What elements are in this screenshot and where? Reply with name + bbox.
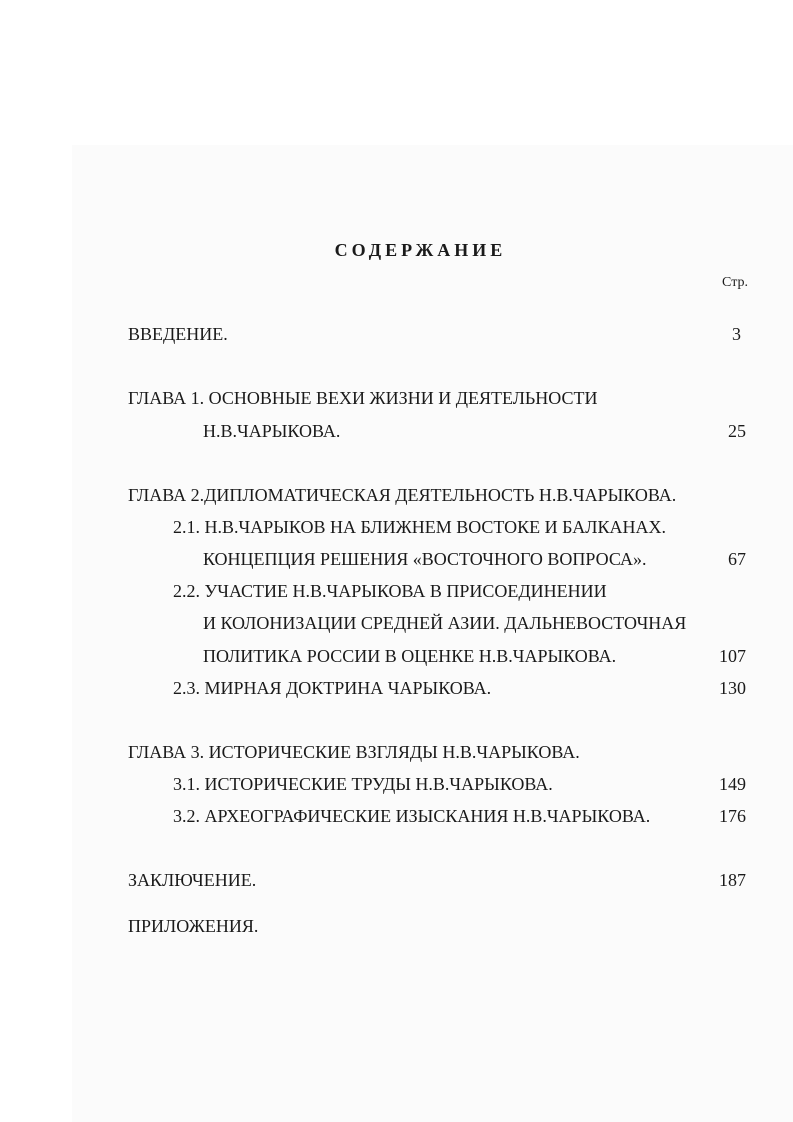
toc-page-section-2-3: 130 xyxy=(719,678,746,698)
toc-entry-section-2-3: 2.3. МИРНАЯ ДОКТРИНА ЧАРЫКОВА. xyxy=(173,678,492,698)
toc-page-conclusion: 187 xyxy=(719,870,746,890)
toc-entry-section-2-1-cont: КОНЦЕПЦИЯ РЕШЕНИЯ «ВОСТОЧНОГО ВОПРОСА». xyxy=(203,549,647,569)
toc-page-introduction: 3 xyxy=(732,324,741,344)
toc-entry-section-2-2-cont2: ПОЛИТИКА РОССИИ В ОЦЕНКЕ Н.В.ЧАРЫКОВА. xyxy=(203,646,617,666)
toc-entry-appendices: ПРИЛОЖЕНИЯ. xyxy=(128,916,259,936)
toc-entry-section-3-2: 3.2. АРХЕОГРАФИЧЕСКИЕ ИЗЫСКАНИЯ Н.В.ЧАРЫКОВА. xyxy=(173,806,651,826)
toc-entry-introduction: ВВЕДЕНИЕ. xyxy=(128,324,228,344)
toc-page-chapter-1: 25 xyxy=(728,421,746,441)
toc-entry-chapter-3: ГЛАВА 3. ИСТОРИЧЕСКИЕ ВЗГЛЯДЫ Н.В.ЧАРЫКОВА. xyxy=(128,742,580,762)
toc-entry-section-2-2-cont: И КОЛОНИЗАЦИИ СРЕДНЕЙ АЗИИ. ДАЛЬНЕВОСТОЧНАЯ xyxy=(203,613,687,633)
toc-page-section-3-2: 176 xyxy=(719,806,746,826)
toc-entry-chapter-2: ГЛАВА 2.ДИПЛОМАТИЧЕСКАЯ ДЕЯТЕЛЬНОСТЬ Н.В.ЧАРЫКОВА. xyxy=(128,485,677,505)
page-title: СОДЕРЖАНИЕ xyxy=(334,240,507,260)
toc-page-section-3-1: 149 xyxy=(719,774,746,794)
toc-entry-conclusion: ЗАКЛЮЧЕНИЕ. xyxy=(128,870,257,890)
page-column-header: Стр. xyxy=(722,275,748,290)
toc-entry-section-2-2: 2.2. УЧАСТИЕ Н.В.ЧАРЫКОВА В ПРИСОЕДИНЕНИИ xyxy=(173,581,607,601)
toc-entry-section-2-1: 2.1. Н.В.ЧАРЫКОВ НА БЛИЖНЕМ ВОСТОКЕ И БАЛКАНАХ. xyxy=(173,517,666,537)
toc-entry-chapter-1-cont: Н.В.ЧАРЫКОВА. xyxy=(203,421,341,441)
toc-entry-section-3-1: 3.1. ИСТОРИЧЕСКИЕ ТРУДЫ Н.В.ЧАРЫКОВА. xyxy=(173,774,553,794)
toc-entry-chapter-1: ГЛАВА 1. ОСНОВНЫЕ ВЕХИ ЖИЗНИ И ДЕЯТЕЛЬНОСТИ xyxy=(128,388,598,408)
toc-page-section-2-1: 67 xyxy=(728,549,746,569)
toc-page-section-2-2: 107 xyxy=(719,646,746,666)
